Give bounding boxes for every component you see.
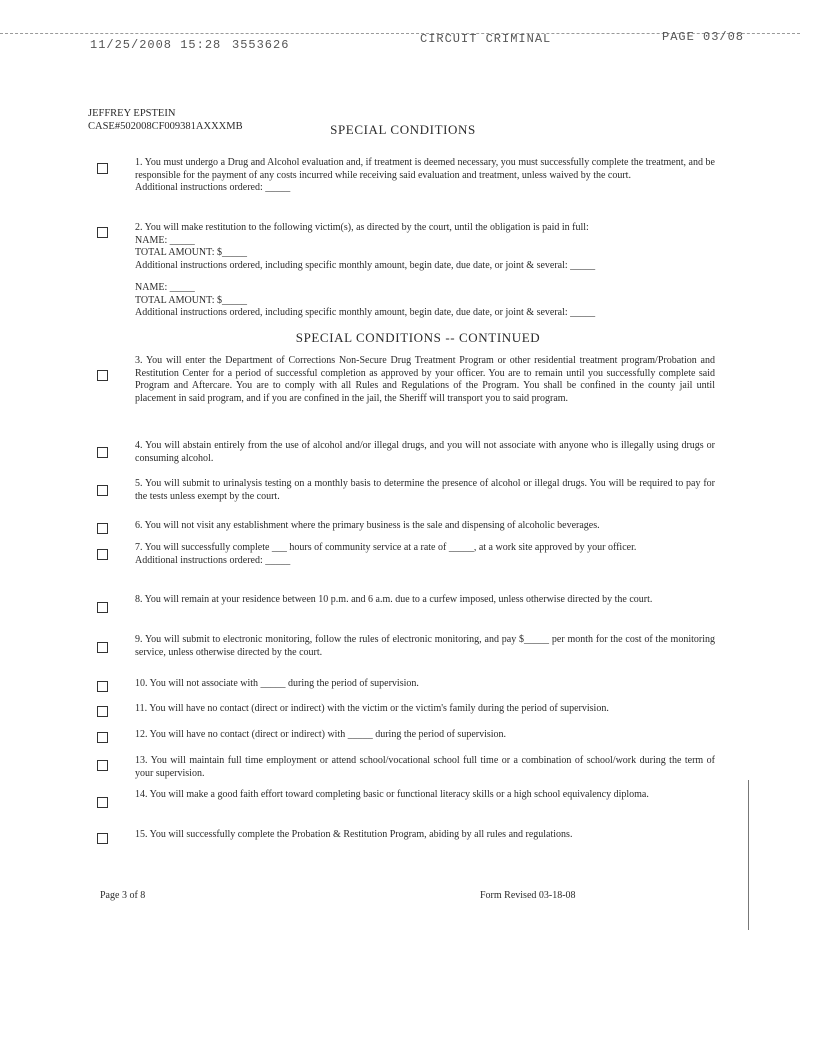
condition-9-checkbox[interactable]: [97, 642, 108, 653]
condition-8-text: 8. You will remain at your residence between 10 p.m. and 6 a.m. due to a curfew imposed, unless otherwise directed by the court.: [135, 594, 653, 605]
victim-2-instructions: Additional instructions ordered, including specific monthly amount, begin date, due date, or joint & several: _____: [135, 307, 596, 318]
condition-7-checkbox[interactable]: [97, 549, 108, 560]
condition-12: [135, 729, 715, 742]
case-number: CASE#502008CF009381AXXXMB: [88, 121, 243, 132]
condition-11-text: 11. You will have no contact (direct or indirect) with the victim or the victim's family during the period of supervision.: [135, 703, 609, 714]
condition-2-checkbox[interactable]: [97, 227, 108, 238]
special-conditions-continued-title: SPECIAL CONDITIONS -- CONTINUED: [295, 330, 541, 345]
condition-11: [135, 703, 715, 716]
condition-5-checkbox[interactable]: [97, 485, 108, 496]
condition-5-text: 5. You will submit to urinalysis testing on a monthly basis to determine the presence of alcohol or illegal drugs. You will be required to pay for the tests unless exempt by the court.: [135, 478, 715, 502]
condition-6-checkbox[interactable]: [97, 523, 108, 534]
condition-15-text: 15. You will successfully complete the Probation & Restitution Program, abiding by all rules and regulations.: [135, 829, 573, 840]
condition-9: [135, 634, 715, 659]
condition-1-checkbox[interactable]: [97, 163, 108, 174]
condition-2-text: 2. You will make restitution to the following victim(s), as directed by the court, until the obligation is paid in full:: [135, 222, 589, 233]
fax-number: 3553626: [232, 38, 290, 52]
victim-1-instructions: Additional instructions ordered, including specific monthly amount, begin date, due date, or joint & several: _____: [135, 259, 596, 271]
condition-10: [135, 678, 715, 691]
condition-2: [135, 222, 715, 320]
condition-4-checkbox[interactable]: [97, 447, 108, 458]
condition-7: [135, 542, 715, 567]
condition-3-checkbox[interactable]: [97, 370, 108, 381]
condition-7-additional: Additional instructions ordered: _____: [135, 554, 291, 566]
victim-1-name: NAME: _____: [135, 234, 195, 246]
condition-10-text: 10. You will not associate with _____ during the period of supervision.: [135, 678, 419, 689]
condition-14: [135, 789, 715, 802]
condition-5: [135, 478, 715, 503]
condition-6: [135, 520, 715, 533]
victim-1-amount: TOTAL AMOUNT: $_____: [135, 247, 248, 258]
fax-header: [0, 30, 816, 50]
condition-14-checkbox[interactable]: [97, 797, 108, 808]
defendant-name: JEFFREY EPSTEIN: [88, 108, 176, 119]
condition-4-text: 4. You will abstain entirely from the use of alcohol and/or illegal drugs, and you will not associate with anyone who is illegally using drugs or consuming alcohol.: [135, 440, 715, 464]
condition-7-text: 7. You will successfully complete ___ hours of community service at a rate of _____, at a work site approved by your officer.: [135, 542, 637, 553]
victim-2-amount: TOTAL AMOUNT: $_____: [135, 294, 248, 306]
condition-8-checkbox[interactable]: [97, 602, 108, 613]
condition-13-text: 13. You will maintain full time employment or attend school/vocational school full time or a combination of school/work during the term of your supervision.: [135, 755, 715, 779]
condition-1: [135, 157, 715, 195]
condition-1-additional: Additional instructions ordered: _____: [135, 182, 291, 193]
condition-3-text: 3. You will enter the Department of Corrections Non-Secure Drug Treatment Program or other residential treatment program/Probation and Restitution Center for a period of successful completion as approved by your officer. You are to remain until you successfully complete said Program and Aftercare. You are to comply with all Rules and Regulations of the Program. You shall be confined in the county jail until placement in said program, and if you are confined in the jail, the Sheriff will transport you to said program.: [135, 355, 715, 404]
condition-6-text: 6. You will not visit any establishment where the primary business is the sale and dispensing of alcoholic beverages.: [135, 520, 600, 531]
margin-rule: [748, 780, 749, 930]
condition-12-checkbox[interactable]: [97, 732, 108, 743]
fax-department: CIRCUIT CRIMINAL: [420, 32, 552, 46]
page-number: Page 3 of 8: [100, 890, 146, 901]
condition-1-text: 1. You must undergo a Drug and Alcohol evaluation and, if treatment is deemed necessary, you must successfully complete the treatment, and be responsible for the payment of any costs incurred while receiving said evaluation and treatment, unless waived by the court.: [135, 157, 715, 181]
condition-4: [135, 440, 715, 465]
condition-9-text: 9. You will submit to electronic monitoring, follow the rules of electronic monitoring, and pay $_____ per month for the cost of the monitoring service, unless otherwise directed by the court.: [135, 634, 715, 658]
condition-13-checkbox[interactable]: [97, 760, 108, 771]
condition-15: [135, 829, 715, 842]
special-conditions-title: SPECIAL CONDITIONS: [330, 122, 476, 137]
condition-15-checkbox[interactable]: [97, 833, 108, 844]
condition-13: [135, 755, 715, 780]
condition-12-text: 12. You will have no contact (direct or indirect) with _____ during the period of supervision.: [135, 729, 507, 740]
condition-11-checkbox[interactable]: [97, 706, 108, 717]
condition-8: [135, 594, 715, 607]
condition-3: [135, 355, 715, 405]
condition-10-checkbox[interactable]: [97, 681, 108, 692]
condition-14-text: 14. You will make a good faith effort toward completing basic or functional literacy skills or a high school equivalency diploma.: [135, 789, 649, 800]
spacer: [135, 272, 715, 282]
fax-date-time: 11/25/2008 15:28: [90, 38, 222, 52]
form-revision: Form Revised 03-18-08: [480, 890, 576, 901]
fax-page-number: PAGE 03/08: [662, 30, 745, 44]
victim-2-name: NAME: _____: [135, 282, 195, 293]
